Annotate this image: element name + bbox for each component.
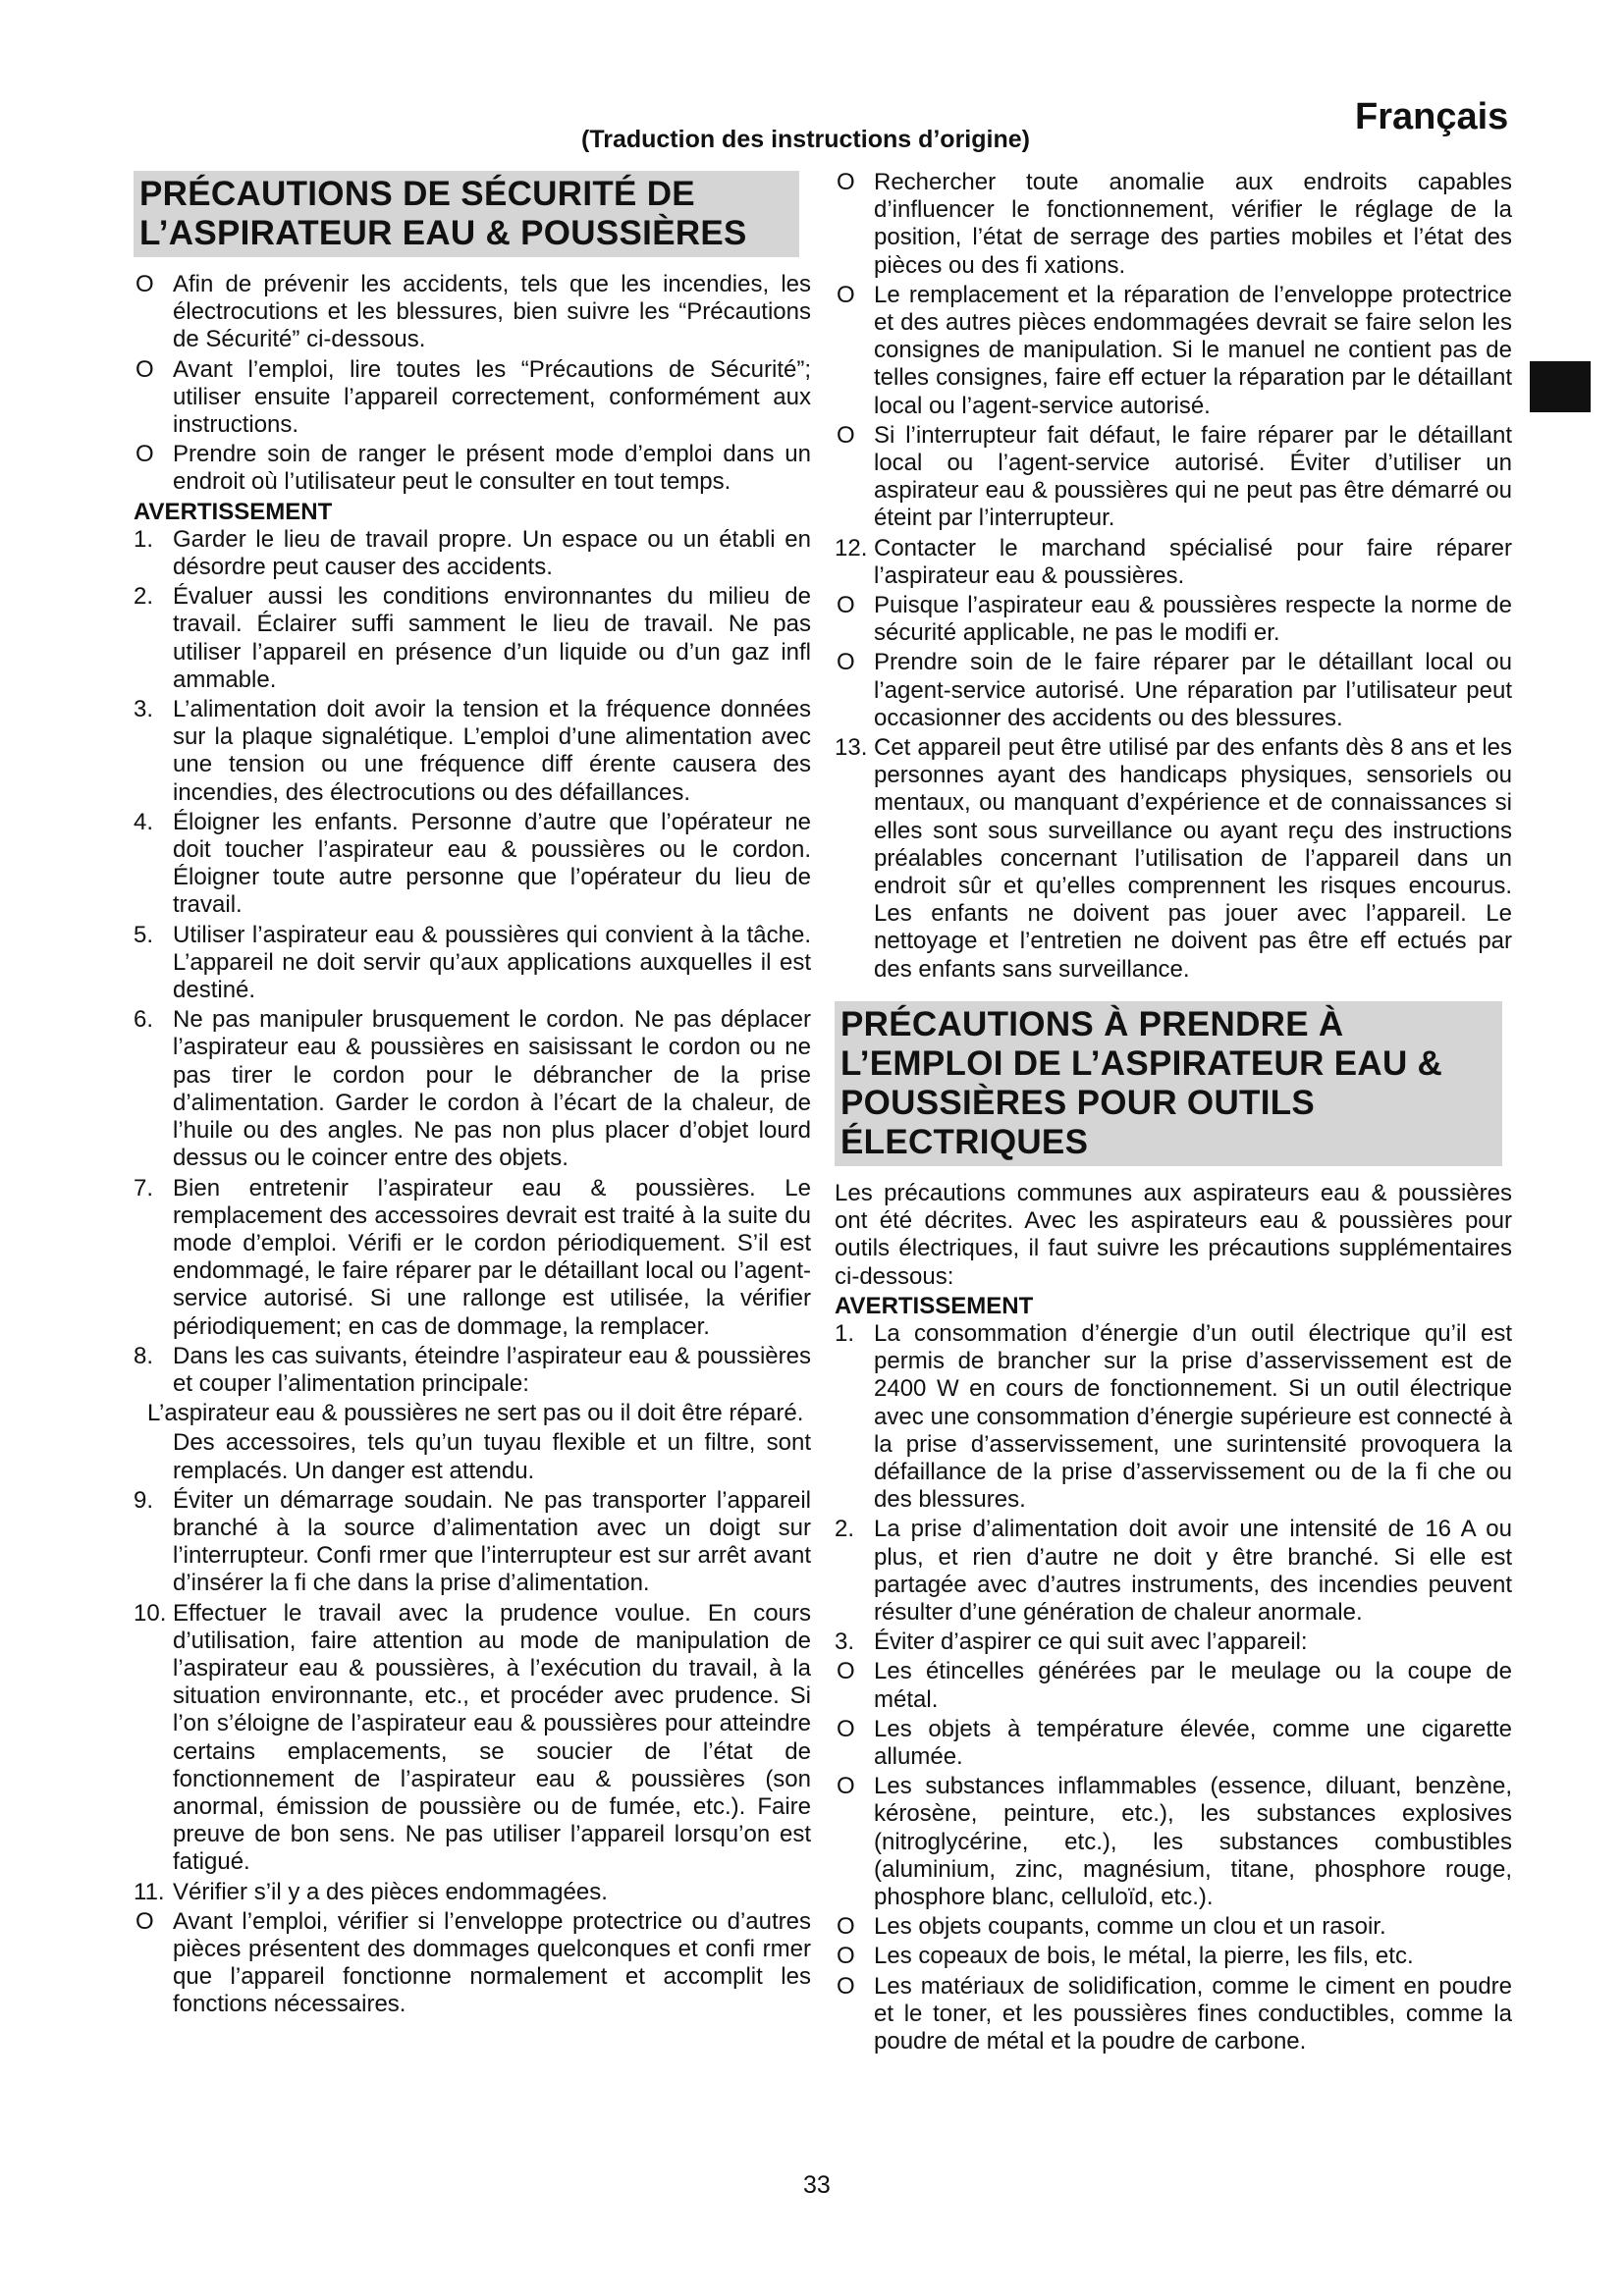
item-number: 13. bbox=[835, 734, 868, 762]
item-number: 1. bbox=[134, 525, 154, 553]
list-item bbox=[835, 1320, 1512, 1514]
list-item bbox=[134, 1908, 811, 2019]
item-text: Les étincelles générées par le meulage ou la coupe de métal. bbox=[874, 1658, 1512, 1713]
item-text: Contacter le marchand spécialisé pour faire réparer l’aspirateur eau & poussières. bbox=[874, 534, 1512, 589]
item-text: Évaluer aussi les conditions environnantes du milieu de travail. Éclairer suffi samment le lieu de travail. Ne pas utiliser l’appareil en présence d’un liquide ou d’un gaz infl ammable. bbox=[173, 583, 811, 693]
list-item bbox=[835, 1629, 1512, 1656]
item-number: 3. bbox=[835, 1629, 855, 1656]
item-text: Bien entretenir l’aspirateur eau & poussières. Le remplacement des accessoires devrait est traité à la suite du mode d’emploi. Vérifi er le cordon périodiquement. S’il est endommagé, le faire réparer par le détaillant local ou l’agent-service autorisé. Si une rallonge est utilisée, la vérifier périodiquement; en cas de dommage, la remplacer. bbox=[173, 1174, 811, 1340]
item-text: Éviter d’aspirer ce qui suit avec l’appareil: bbox=[874, 1629, 1308, 1656]
item-number: 9. bbox=[134, 1486, 154, 1514]
language-label: Français bbox=[1355, 96, 1509, 137]
circle-bullet-icon: O bbox=[837, 1972, 855, 2000]
circle-bullet-icon: O bbox=[837, 1913, 855, 1941]
item-text: Cet appareil peut être utilisé par des enfants dès 8 ans et les personnes ayant des handicaps physiques, sensoriels ou mentaux, ou manquant d’expérience et de connaissances si elles sont sous surveillance ou ayant reçu des instructions préalables concernant l’utilisation de l’appareil dans un endroit sûr et qu’elles comprennent les risques encourus. Les enfants ne doivent pas jouer avec l’appareil. Le nettoyage et l’entretien ne doivent pas être eff ectués par des enfants sans surveillance. bbox=[874, 734, 1512, 983]
warning-heading: AVERTISSEMENT bbox=[134, 498, 333, 525]
item-number: 12. bbox=[835, 534, 868, 561]
circle-bullet-icon: O bbox=[837, 1943, 855, 1970]
item-number: 11. bbox=[134, 1878, 165, 1905]
item-text: La prise d’alimentation doit avoir une intensité de 16 A ou plus, et rien d’autre ne doit y être branché. Si elle est partagée avec d’autres instruments, des incendies peuvent résulter d’une génération de chaleur anormale. bbox=[874, 1516, 1512, 1626]
circle-bullet-icon: O bbox=[837, 1658, 855, 1685]
item-text: Puisque l’aspirateur eau & poussières respecte la norme de sécurité applicable, ne pas le modifi er. bbox=[874, 592, 1512, 647]
list-item bbox=[134, 1343, 811, 1398]
item-number: 6. bbox=[134, 1006, 154, 1034]
list-item bbox=[134, 1600, 811, 1877]
item-text: Dans les cas suivants, éteindre l’aspirateur eau & poussières et couper l’alimentation principale: bbox=[173, 1342, 811, 1397]
list-item bbox=[835, 535, 1512, 590]
list-item bbox=[134, 809, 811, 920]
circle-bullet-icon: O bbox=[135, 355, 154, 383]
item-number: 8. bbox=[134, 1342, 154, 1369]
list-item bbox=[835, 1943, 1512, 1970]
item8-sub-text: Des accessoires, tels qu’un tuyau flexible et un filtre, sont remplacés. Un danger est attendu. bbox=[173, 1429, 811, 1484]
item-number: 1. bbox=[835, 1319, 855, 1347]
list-item bbox=[835, 169, 1512, 280]
circle-bullet-icon: O bbox=[135, 1907, 154, 1935]
circle-bullet-icon: O bbox=[837, 592, 855, 619]
item-text: Le remplacement et la réparation de l’enveloppe protectrice et des autres pièces endommagées devrait se faire selon les consignes de manipulation. Si le manuel ne contient pas de telles consignes, faire eff ectuer la réparation par le détaillant local ou l’agent-service autorisé. bbox=[874, 281, 1512, 419]
item-text: Les objets coupants, comme un clou et un rasoir. bbox=[874, 1913, 1386, 1941]
list-item bbox=[835, 592, 1512, 647]
item-text: Ne pas manipuler brusquement le cordon. Ne pas déplacer l’aspirateur eau & poussières en saisissant le cordon ou ne pas tirer le cordon pour le débrancher de la prise d’alimentation. Garder le cordon à l’écart de la chaleur, de l’huile ou des angles. Ne pas non plus placer d’objet lourd dessus ou le coincer entre des objets. bbox=[173, 1006, 811, 1172]
list-item bbox=[134, 1879, 811, 1906]
item-text: La consommation d’énergie d’un outil électrique qu’il est permis de brancher sur la prise d’asservissement est de 2400 W en cours de fonctionnement. Si un outil électrique avec une consommation d’énergie supérieure est connecté à la prise d’asservissement, une surintensité provoquera la défaillance de la prise d’asservissement ou de la fi che ou des blessures. bbox=[874, 1319, 1512, 1514]
item-text: Éviter un démarrage soudain. Ne pas transporter l’appareil branché à la source d’alimentation avec un doigt sur l’interrupteur. Confi rmer que l’interrupteur est sur arrêt avant d’insérer la fi che dans la prise d’alimentation. bbox=[173, 1486, 811, 1597]
circle-bullet-icon: O bbox=[837, 169, 855, 195]
item-text: Garder le lieu de travail propre. Un espace ou un établi en désordre peut causer des accidents. bbox=[173, 525, 811, 581]
section-title-safety: PRÉCAUTIONS DE SÉCURITÉ DE L’ASPIRATEUR EAU & POUSSIÈRES bbox=[134, 171, 799, 257]
list-item bbox=[835, 649, 1512, 732]
circle-bullet-icon: O bbox=[837, 281, 855, 308]
item-text: L’alimentation doit avoir la tension et la fréquence données sur la plaque signalétique. L’emploi d’une alimentation avec une tension ou une fréquence diff érente causera des incendies, des électrocutions ou des défaillances. bbox=[173, 696, 811, 806]
list-item bbox=[134, 922, 811, 1005]
item-number: 5. bbox=[134, 921, 154, 948]
circle-bullet-icon: O bbox=[135, 271, 154, 297]
item-text: Les substances inflammables (essence, diluant, benzène, kérosène, peinture, etc.), les substances explosives (nitroglycérine, etc.), les substances combustibles (aluminium, zinc, magnésium, titane, phosphore rouge, phosphore blanc, celluloïd, etc.). bbox=[874, 1773, 1512, 1910]
left-column bbox=[134, 171, 811, 2021]
item-text: Avant l’emploi, vérifier si l’enveloppe protectrice ou d’autres pièces présentent des dommages quelconques et confi rmer que l’appareil fonctionne normalement et accomplit les fonctions nécessaires. bbox=[173, 1907, 811, 2018]
intro-text: Avant l’emploi, lire toutes les “Précautions de Sécurité”; utiliser ensuite l’appareil correctement, conformément aux instructions. bbox=[173, 355, 811, 439]
item-number: 10. bbox=[134, 1599, 167, 1627]
item8-sub-text: L’aspirateur eau & poussières ne sert pas ou il doit être réparé. bbox=[147, 1400, 804, 1427]
right-column bbox=[835, 169, 1512, 2057]
list-item bbox=[835, 1973, 1512, 2056]
circle-bullet-icon: O bbox=[837, 649, 855, 676]
item-number: 4. bbox=[134, 808, 154, 835]
page-number: 33 bbox=[803, 2171, 831, 2199]
circle-bullet-icon: O bbox=[837, 421, 855, 449]
list-item bbox=[835, 282, 1512, 420]
circle-bullet-icon: O bbox=[135, 441, 154, 468]
item-text: Utiliser l’aspirateur eau & poussières qui convient à la tâche. L’appareil ne doit servir qu’aux applications auxquelles il est destiné. bbox=[173, 921, 811, 1004]
item-number: 2. bbox=[835, 1516, 855, 1543]
list-item bbox=[835, 1773, 1512, 1911]
intro-item bbox=[134, 441, 811, 496]
circle-bullet-icon: O bbox=[837, 1773, 855, 1800]
item-text: Les matériaux de solidification, comme le ciment en poudre et le toner, et les poussières fines conductibles, comme la poudre de métal et la poudre de carbone. bbox=[874, 1972, 1512, 2055]
item-text: Si l’interrupteur fait défaut, le faire réparer par le détaillant local ou l’agent-service autorisé. Éviter d’utiliser un aspirateur eau & poussières qui ne peut pas être démarré ou éteint par l’interrupteur. bbox=[874, 421, 1512, 532]
intro-item bbox=[134, 356, 811, 440]
section-tab-marker bbox=[1530, 361, 1591, 412]
list-item bbox=[835, 1716, 1512, 1771]
section-title-power-tools: PRÉCAUTIONS À PRENDRE À L’EMPLOI DE L’ASPIRATEUR EAU & POUSSIÈRES POUR OUTILS ÉLECTRIQUES bbox=[835, 1001, 1502, 1166]
intro-paragraph: Les précautions communes aux aspirateurs eau & poussières ont été décrites. Avec les aspirateurs eau & poussières pour outils électriques, il faut suivre les précautions supplémentaires ci-dessous: bbox=[835, 1179, 1512, 1290]
item-text: Rechercher toute anomalie aux endroits capables d’influencer le fonctionnement, vérifier le réglage de la position, l’état de serrage des parties mobiles et l’état des pièces ou des fi xations. bbox=[874, 169, 1512, 279]
item-text: Les objets à température élevée, comme une cigarette allumée. bbox=[874, 1715, 1512, 1770]
list-item bbox=[835, 734, 1512, 984]
list-item bbox=[134, 1487, 811, 1598]
item-text: Éloigner les enfants. Personne d’autre que l’opérateur ne doit toucher l’aspirateur eau & poussières ou le cordon. Éloigner toute autre personne que l’opérateur du lieu de travail. bbox=[173, 808, 811, 919]
item-text: Les copeaux de bois, le métal, la pierre, les fils, etc. bbox=[874, 1943, 1414, 1970]
circle-bullet-icon: O bbox=[837, 1715, 855, 1742]
warning-heading: AVERTISSEMENT bbox=[835, 1292, 1034, 1319]
list-item bbox=[835, 1913, 1512, 1941]
list-item bbox=[835, 422, 1512, 533]
item-number: 2. bbox=[134, 583, 154, 611]
intro-text: Prendre soin de ranger le présent mode d’emploi dans un endroit où l’utilisateur peut le consulter en tout temps. bbox=[173, 441, 811, 496]
list-item bbox=[835, 1658, 1512, 1713]
list-item bbox=[134, 583, 811, 694]
intro-item bbox=[134, 271, 811, 354]
translation-note: (Traduction des instructions d’origine) bbox=[581, 126, 1030, 153]
item-text: Effectuer le travail avec la prudence voulue. En cours d’utilisation, faire attention au mode de manipulation de l’aspirateur eau & poussières, à l’exécution du travail, à la situation environnante, etc., et procéder avec prudence. Si l’on s’éloigne de l’aspirateur eau & poussières pour atteindre certains emplacements, se soucier de l’état de fonctionnement de l’aspirateur eau & poussières (son anormal, émission de poussière ou de fumée, etc.). Faire preuve de bon sens. Ne pas utiliser l’appareil lorsqu’on est fatigué. bbox=[173, 1599, 811, 1876]
intro-text: Afin de prévenir les accidents, tels que les incendies, les électrocutions et les blessures, bien suivre les “Précautions de Sécurité” ci-dessous. bbox=[173, 271, 811, 353]
item-number: 7. bbox=[134, 1174, 154, 1201]
item-text: Vérifier s’il y a des pièces endommagées. bbox=[173, 1878, 608, 1905]
list-item bbox=[134, 526, 811, 581]
list-item bbox=[134, 1175, 811, 1341]
list-item bbox=[134, 696, 811, 807]
item-number: 3. bbox=[134, 696, 154, 723]
list-item bbox=[134, 1006, 811, 1172]
item-text: Prendre soin de le faire réparer par le détaillant local ou l’agent-service autorisé. Une réparation par l’utilisateur peut occasionner des accidents ou des blessures. bbox=[874, 649, 1512, 731]
list-item bbox=[835, 1516, 1512, 1627]
